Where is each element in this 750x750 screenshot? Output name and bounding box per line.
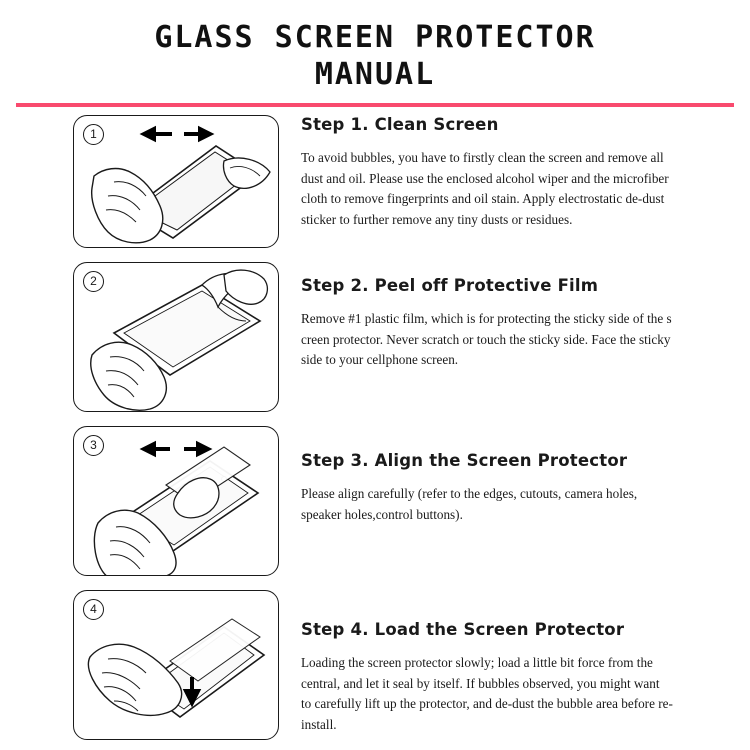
step-heading: Step 4. Load the Screen Protector — [301, 620, 625, 640]
step-row — [18, 426, 732, 576]
step-body: To avoid bubbles, you have to firstly clean the screen and remove all dust and oil. Please use the enclosed alcohol wiper and the microfiber cloth to remove fingerprints and oil stain. Apply electrostatic de-dust sticker to further remove any tiny dusts or residues. — [301, 150, 669, 227]
step-heading: Step 1. Clean Screen — [301, 115, 499, 135]
align-protector-drawing — [74, 427, 279, 576]
step-heading: Step 3. Align the Screen Protector — [301, 451, 628, 471]
step-number-badge: 1 — [83, 124, 104, 145]
step-body: Please align carefully (refer to the edges, cutouts, camera holes, speaker holes,control buttons). — [301, 486, 638, 522]
load-protector-drawing — [74, 591, 279, 740]
step-illustration-clean-screen — [73, 115, 279, 248]
peel-film-drawing — [74, 263, 279, 412]
step-body: Loading the screen protector slowly; load a little bit force from the central, and let it seal by itself. If bubbles observed, you might want to carefully lift up the protector, and de-dust the bubble area before re-install. — [301, 655, 673, 732]
steps-list — [0, 107, 750, 740]
step-number-badge: 4 — [83, 599, 104, 620]
step-illustration-peel-film — [73, 262, 279, 412]
step-row — [18, 590, 732, 740]
step-illustration-align-protector — [73, 426, 279, 576]
step-body: Remove #1 plastic film, which is for protecting the sticky side of the s creen protector. Never scratch or touch the sticky side. Face the sticky side to your cellphone screen. — [301, 311, 672, 368]
step-text — [279, 262, 732, 370]
page-title — [0, 0, 750, 93]
step-number-badge: 3 — [83, 435, 104, 456]
step-text — [279, 115, 732, 230]
step-row — [18, 115, 732, 248]
step-illustration-load-protector — [73, 590, 279, 740]
step-row — [18, 262, 732, 412]
step-number-badge: 2 — [83, 271, 104, 292]
step-heading: Step 2. Peel off Protective Film — [301, 276, 599, 296]
title-line-2: MANUAL — [314, 56, 436, 92]
title-line-1: GLASS SCREEN PROTECTOR — [154, 20, 596, 55]
step-text — [279, 590, 732, 735]
step-text — [279, 426, 732, 525]
clean-screen-drawing — [74, 116, 279, 248]
